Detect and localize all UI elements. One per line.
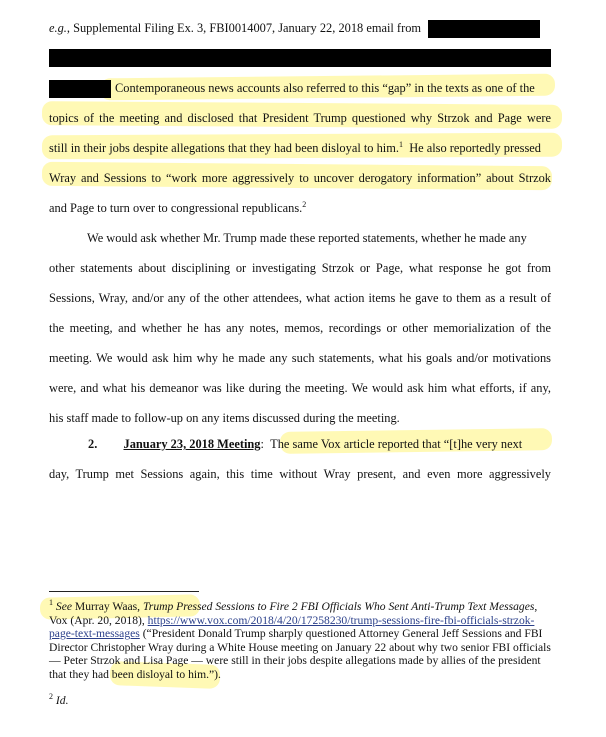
paragraph-line: were, and what his demeanor was like during the meeting. We would ask him what efforts, if any, (49, 381, 551, 395)
section-heading-line (88, 436, 522, 452)
footnote-url-link[interactable]: https://www.vox.com/2018/4/20/17258230/trump-sessions-fire-fbi-officials-strzok-page-text-messages (49, 613, 535, 641)
redaction-bar (428, 20, 540, 38)
paragraph-line: Sessions, Wray, and/or any of the other attendees, what action items he gave to them as a result of (49, 291, 551, 305)
footnote-divider (49, 591, 199, 592)
line7-text: and Page to turn over to congressional republicans. (49, 201, 303, 215)
text-line: Wray and Sessions to “work more aggressively to uncover derogatory information” about Strzok (49, 171, 551, 185)
paragraph-line: the meeting, and whether he has any notes, memos, recordings or other memorialization of the (49, 321, 551, 335)
section-number: 2. (88, 437, 98, 451)
redaction-bar (49, 80, 111, 98)
paragraph-line: We would ask whether Mr. Trump made these reported statements, whether he made any (87, 231, 527, 245)
footnote-ref-1[interactable]: 1 (398, 139, 403, 149)
text-line (49, 20, 540, 38)
footnote-ref-2[interactable]: 2 (302, 199, 307, 209)
paragraph-line: meeting. We would ask him why he made any such statements, what his goals and/or motivations (49, 351, 551, 365)
footnote-number: 2 (49, 692, 53, 702)
section-heading: January 23, 2018 Meeting (123, 437, 261, 451)
line5-text-b: He also reportedly pressed (409, 141, 541, 155)
section-text-line: day, Trump met Sessions again, this time without Wray present, and even more aggressively (49, 467, 551, 481)
paragraph-line: other statements about disciplining or investigating Strzok or Page, what response he got from (49, 261, 551, 275)
footnote-id-text: Id. (55, 694, 69, 707)
footnote-publication: , Vox (Apr. 20, 2018), (49, 600, 538, 627)
text-line (49, 140, 541, 156)
footnote-number: 1 (49, 598, 53, 608)
footnote-1 (49, 600, 553, 682)
footnote-article-title: Trump Pressed Sessions to Fire 2 FBI Officials Who Sent Anti-Trump Text Messages (143, 600, 535, 613)
signal-see: See (55, 600, 72, 613)
footnote-quote: (“President Donald Trump sharply questioned Attorney General Jeff Sessions and FBI Director Christopher Wray during a White House meeting on January 22 about why two senior FBI officials — Peter Strzok and Lisa Page — were still in their jobs despite allegations made by allies of the president that they had been disloyal to him.”). (49, 627, 551, 681)
text-line (49, 200, 306, 216)
redaction-bar (49, 49, 551, 67)
heading-colon: : (260, 437, 264, 451)
section-text: The same Vox article reported that “[t]he very next (270, 437, 523, 451)
text-line: topics of the meeting and disclosed that President Trump questioned why Strzok and Page were (49, 111, 551, 125)
text-line (49, 80, 535, 98)
footnote-author: Murray Waas, (74, 600, 141, 613)
footnote-2 (49, 694, 553, 708)
line3-text: Contemporaneous news accounts also referred to this “gap” in the texts as one of the (115, 81, 535, 95)
line5-text-a: still in their jobs despite allegations that they had been disloyal to him. (49, 141, 399, 155)
eg-text: e.g. (49, 21, 67, 35)
paragraph-line: his staff made to follow-up on any items discussed during the meeting. (49, 411, 400, 425)
line1-text: , Supplemental Filing Ex. 3, FBI0014007, January 22, 2018 email from (66, 21, 422, 35)
